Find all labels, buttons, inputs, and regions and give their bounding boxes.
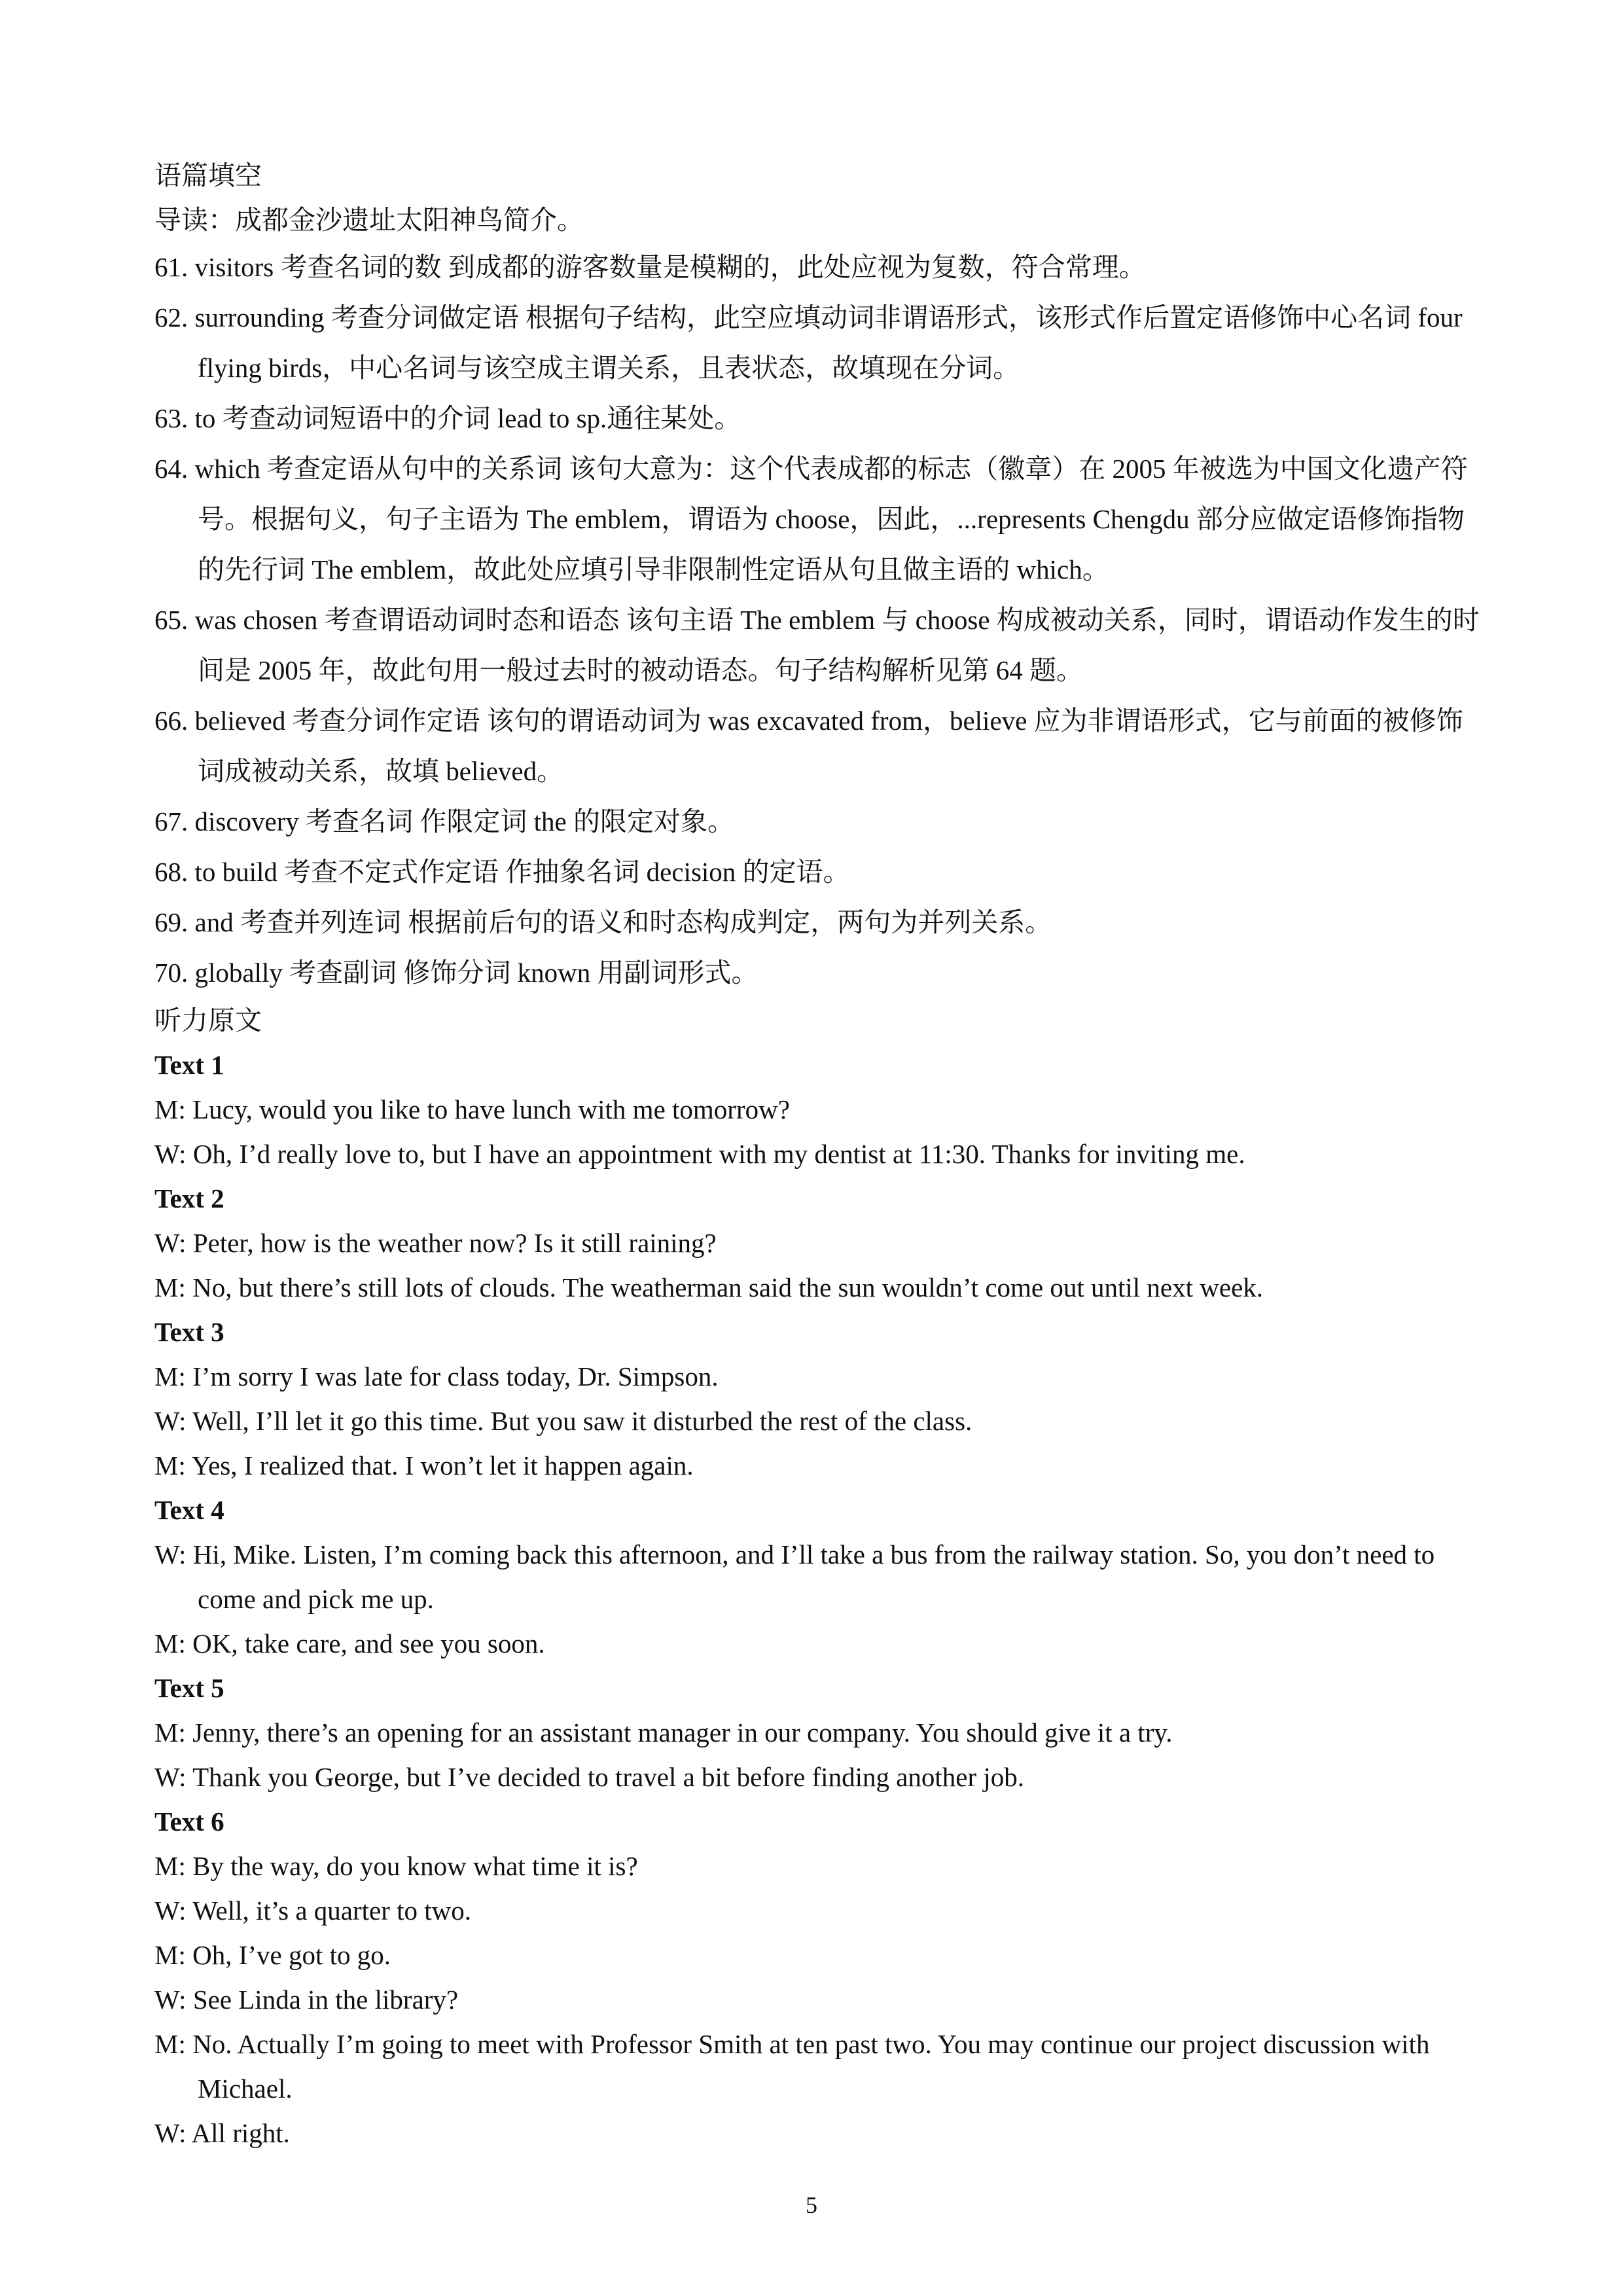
answer-65: 65. was chosen 考查谓语动词时态和语态 该句主语 The emblem 与 choose 构成被动关系，同时，谓语动作发生的时间是 2005 年，故此句用一般过去时的被动语态。句子结构解析见第 64 题。	[154, 605, 1480, 685]
dialogue-line: W: All right.	[154, 2118, 290, 2148]
text-2-heading: Text 2	[154, 1183, 224, 1213]
dialogue-line: W: Well, I’ll let it go this time. But you saw it disturbed the rest of the class.	[154, 1406, 972, 1436]
dialogue-line: M: Jenny, there’s an opening for an assistant manager in our company. You should give it a try.	[154, 1717, 1173, 1748]
dialogue-line: M: Lucy, would you like to have lunch with me tomorrow?	[154, 1094, 790, 1124]
dialogue-line: M: Oh, I’ve got to go.	[154, 1940, 391, 1970]
dialogue-line: W: Well, it’s a quarter to two.	[154, 1895, 472, 1926]
dialogue-line: M: I’m sorry I was late for class today, Dr. Simpson.	[154, 1361, 719, 1391]
dialogue-line: W: Thank you George, but I’ve decided to travel a bit before finding another job.	[154, 1762, 1025, 1792]
text-4-heading: Text 4	[154, 1495, 224, 1525]
text-6-heading: Text 6	[154, 1806, 224, 1837]
dialogue-line: M: By the way, do you know what time it is?	[154, 1851, 638, 1881]
dialogue-line: M: No, but there’s still lots of clouds. The weatherman said the sun wouldn’t come out until next week.	[154, 1272, 1264, 1302]
dialogue-line: W: Oh, I’d really love to, but I have an appointment with my dentist at 11:30. Thanks for inviting me.	[154, 1139, 1245, 1169]
dialogue-line: W: Hi, Mike. Listen, I’m coming back this afternoon, and I’ll take a bus from the railway station. So, you don’t need to come and pick me up.	[154, 1539, 1435, 1614]
listening-title: 听力原文	[154, 1005, 262, 1035]
dialogue-line: W: Peter, how is the weather now? Is it still raining?	[154, 1228, 717, 1258]
answer-69: 69. and 考查并列连词 根据前后句的语义和时态构成判定，两句为并列关系。	[154, 907, 1052, 937]
answer-67: 67. discovery 考查名词 作限定词 the 的限定对象。	[154, 806, 734, 836]
answer-64: 64. which 考查定语从句中的关系词 该句大意为：这个代表成都的标志（徽章）在 2005 年被选为中国文化遗产符号。根据句义，句子主语为 The emblem，谓语为 choose，因此，...represents Chengdu 部分应做定语修饰指物的先行词 The emblem，故此处应填引导非限制性定语从句且做主语的 which。	[154, 454, 1468, 584]
answer-62: 62. surrounding 考查分词做定语 根据句子结构，此空应填动词非谓语形式，该形式作后置定语修饰中心名词 four flying birds，中心名词与该空成主谓关系，且表状态，故填现在分词。	[154, 302, 1463, 383]
dialogue-line: M: Yes, I realized that. I won’t let it happen again.	[154, 1450, 694, 1480]
text-1-heading: Text 1	[154, 1050, 224, 1080]
dialogue-line: M: OK, take care, and see you soon.	[154, 1628, 545, 1659]
document-body	[154, 153, 1483, 2155]
section-title: 语篇填空	[154, 160, 262, 190]
dialogue-line: W: See Linda in the library?	[154, 1984, 459, 2015]
text-5-heading: Text 5	[154, 1673, 224, 1703]
intro-line: 导读：成都金沙遗址太阳神鸟简介。	[154, 205, 584, 235]
text-3-heading: Text 3	[154, 1317, 224, 1347]
dialogue-line: M: No. Actually I’m going to meet with Professor Smith at ten past two. You may continue our project discussion with Michael.	[154, 2029, 1430, 2104]
answer-66: 66. believed 考查分词作定语 该句的谓语动词为 was excavated from，believe 应为非谓语形式，它与前面的被修饰词成被动关系，故填 believed。	[154, 706, 1463, 786]
answer-70: 70. globally 考查副词 修饰分词 known 用副词形式。	[154, 958, 758, 988]
answer-63: 63. to 考查动词短语中的介词 lead to sp.通往某处。	[154, 403, 741, 433]
answer-68: 68. to build 考查不定式作定语 作抽象名词 decision 的定语。	[154, 857, 850, 887]
answer-61: 61. visitors 考查名词的数 到成都的游客数量是模糊的，此处应视为复数，符合常理。	[154, 252, 1146, 282]
page-number: 5	[806, 2192, 817, 2218]
